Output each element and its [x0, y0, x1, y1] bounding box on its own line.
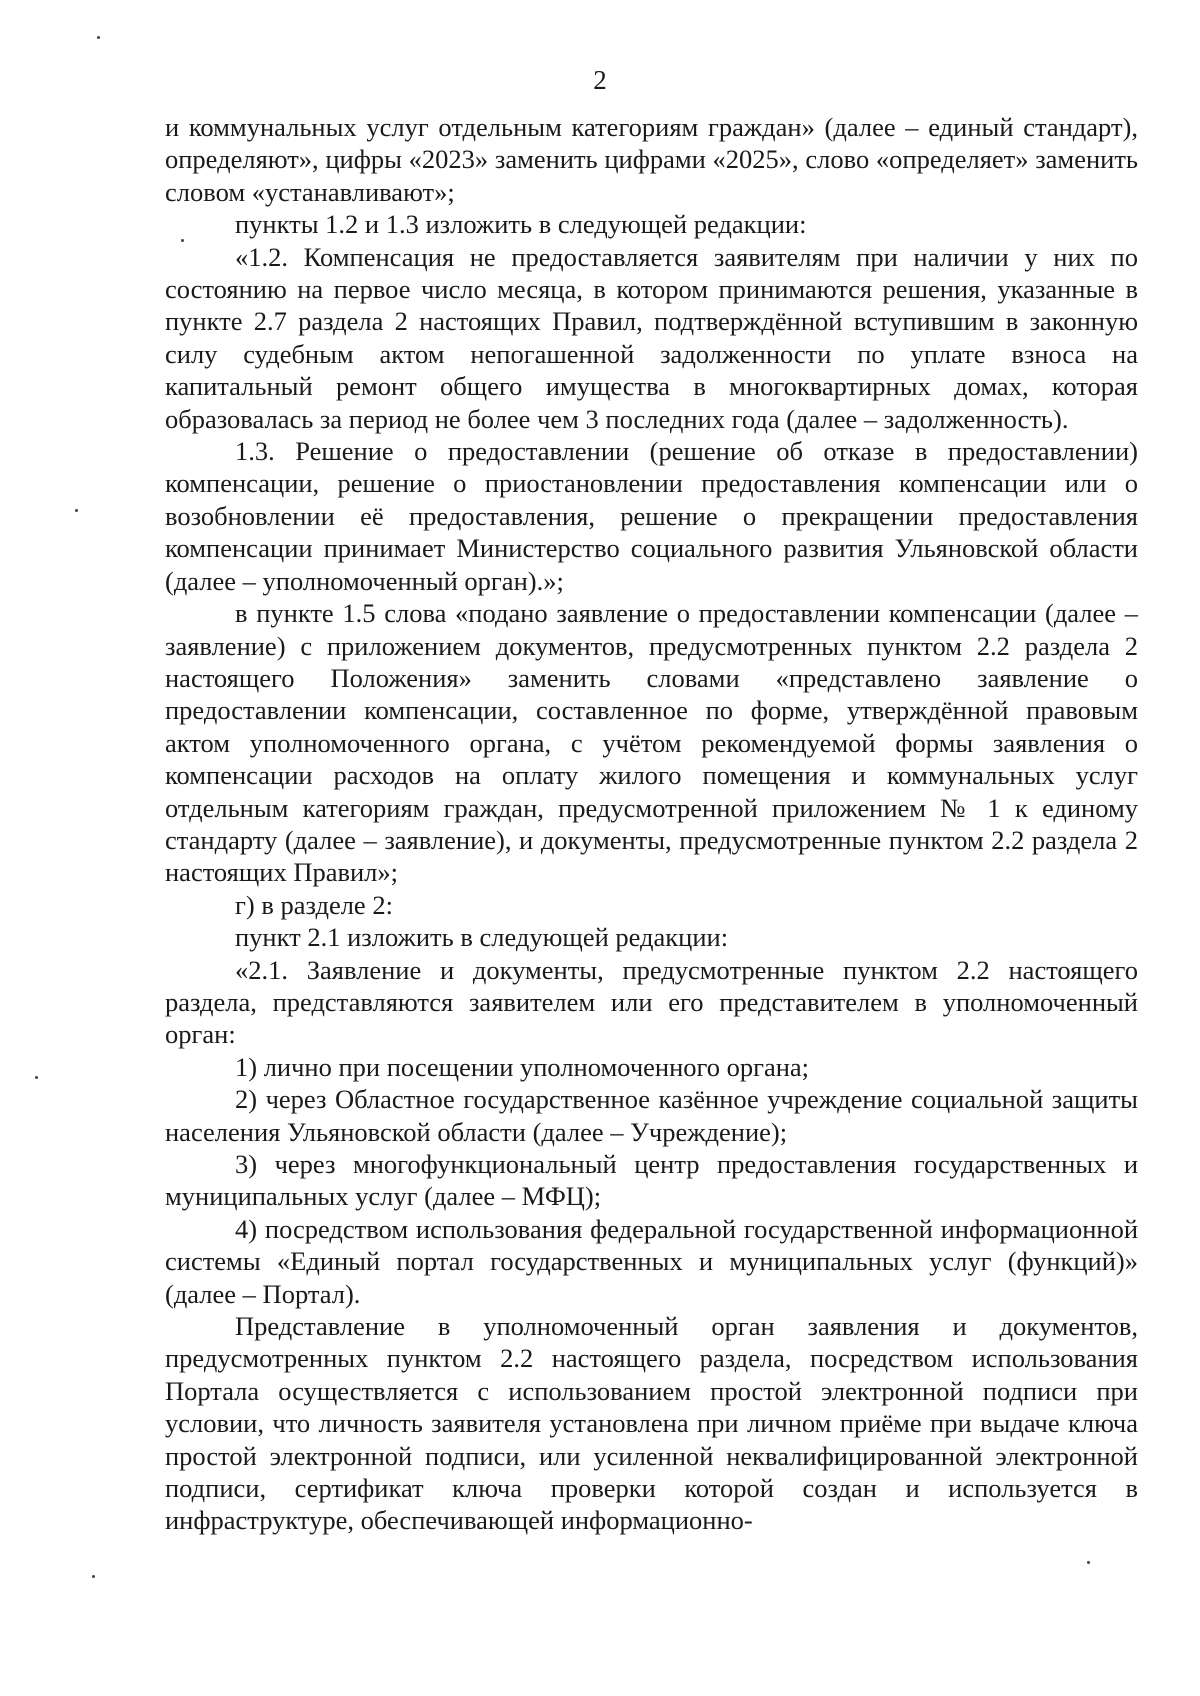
paragraph-clause-2-1: «2.1. Заявление и документы, предусмотренные пунктом 2.2 настоящего раздела, представляются заявителем или его представителем в уполномоченный орган: — [165, 954, 1138, 1050]
list-item-2: 2) через Областное государственное казённое учреждение социальной защиты населения Ульяновской области (далее – Учреждение); — [165, 1084, 1138, 1147]
document-body — [165, 111, 1138, 1537]
scan-speck — [35, 1076, 38, 1079]
paragraph-clause-1-3: 1.3. Решение о предоставлении (решение об отказе в предоставлении) компенсации, решение о приостановлении предоставления компенсации или о возобновлении её предоставления, решение о прекращении предоставления компенсации принимает Министерство социального развития Ульяновской области (далее – уполномоченный орган).»; — [165, 436, 1138, 596]
paragraph-clause-1-2: «1.2. Компенсация не предоставляется заявителям при наличии у них по состоянию на первое число месяца, в котором принимаются решения, указанные в пункте 2.7 раздела 2 настоящих Правил, подтверждённой вступившим в законную силу судебным актом непогашенной задолженности по уплате взноса на капитальный ремонт общего имущества в многоквартирных домах, которая образовалась за период не более чем 3 последних года (далее – задолженность). — [165, 241, 1138, 434]
scan-speck — [92, 1575, 95, 1578]
scan-speck — [181, 239, 184, 242]
paragraph-section-2: г) в разделе 2: — [235, 889, 393, 920]
paragraph-portal-submission: Представление в уполномоченный орган заявления и документов, предусмотренных пунктом 2.2 настоящего раздела, посредством использования Портала осуществляется с использованием простой электронной подписи при условии, что личность заявителя установлена при личном приёме при выдаче ключа простой электронной подписи, или усиленной неквалифицированной электронной подписи, сертификат ключа проверки которой создан и используется в инфраструктуре, обеспечивающей информационно- — [165, 1311, 1138, 1536]
paragraph-clause-1-5: в пункте 1.5 слова «подано заявление о предоставлении компенсации (далее – заявление) с приложением документов, предусмотренных пунктом 2.2 раздела 2 настоящего Положения» заменить словами «представлено заявление о предоставлении компенсации, составленное по форме, утверждённой правовым актом уполномоченного органа, с учётом рекомендуемой формы заявления о компенсации расходов на оплату жилого помещения и коммунальных услуг отдельным категориям граждан, предусмотренной приложением № 1 к единому стандарту (далее – заявление), и документы, предусмотренные пунктом 2.2 раздела 2 настоящих Правил»; — [165, 598, 1138, 888]
list-item-4: 4) посредством использования федеральной государственной информационной системы «Единый портал государственных и муниципальных услуг (функций)» (далее – Портал). — [165, 1213, 1138, 1309]
paragraph-points-intro: пункты 1.2 и 1.3 изложить в следующей редакции: — [235, 209, 807, 240]
scan-speck — [97, 36, 100, 39]
scan-speck — [1087, 1561, 1090, 1564]
list-item-1: 1) лично при посещении уполномоченного органа; — [235, 1051, 810, 1082]
page-number: 2 — [593, 65, 607, 95]
list-item-3: 3) через многофункциональный центр предоставления государственных и муниципальных услуг (далее – МФЦ); — [165, 1149, 1138, 1212]
paragraph-point-2-1-intro: пункт 2.1 изложить в следующей редакции: — [235, 922, 729, 953]
paragraph-continuation: и коммунальных услуг отдельным категориям граждан» (далее – единый стандарт), определяют», цифры «2023» заменить цифрами «2025», слово «определяет» заменить словом «устанавливают»; — [165, 112, 1138, 207]
scan-speck — [75, 509, 78, 512]
